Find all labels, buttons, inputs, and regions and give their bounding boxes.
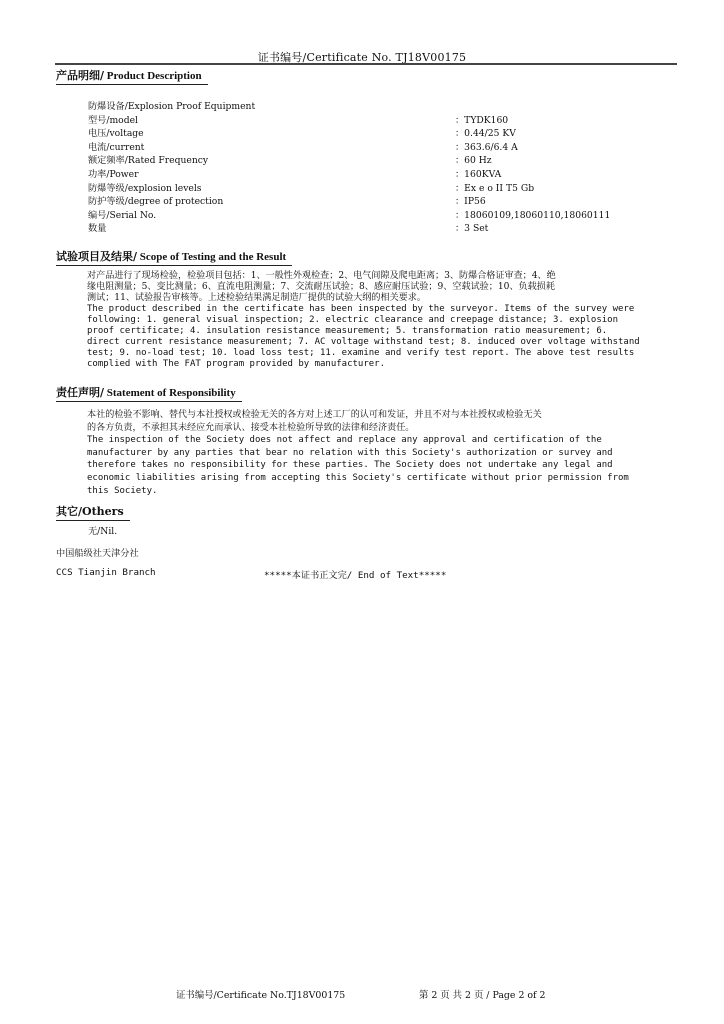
scope-title-zh: 试验项目及结果/ bbox=[56, 250, 138, 263]
product-description-title-en: Product Description bbox=[104, 70, 202, 82]
responsibility-text-en-line: this Society. bbox=[87, 485, 158, 496]
spec-label: 功率/Power bbox=[88, 168, 139, 180]
spec-label: 电压/voltage bbox=[88, 128, 144, 140]
responsibility-text-en-line: The inspection of the Society does not affect and replace any approval and certification of the bbox=[87, 435, 602, 446]
spec-row-current bbox=[88, 141, 668, 155]
spec-value: ：60 Hz bbox=[455, 155, 492, 167]
spec-row-voltage bbox=[88, 127, 668, 141]
scope-text-en-line: complied with The FAT program provided by manufacturer. bbox=[87, 359, 386, 369]
responsibility-text-en-line: manufacturer by any parties that bear no relation with this Society's authorization or survey and bbox=[87, 447, 613, 458]
branch-name-en: CCS Tianjin Branch bbox=[56, 567, 156, 578]
spec-value: ：Ex e o II T5 Gb bbox=[455, 182, 535, 194]
responsibility-title-en: Statement of Responsibility bbox=[104, 387, 236, 399]
spec-row-serial bbox=[88, 209, 668, 223]
scope-title bbox=[56, 248, 292, 266]
product-spec-list bbox=[88, 100, 668, 236]
product-description-title-zh: 产品明细/ bbox=[56, 69, 105, 82]
scope-text-en-line: direct current resistance measurement; 7. AC voltage withstand test; 8. induced over voltage withstand bbox=[87, 337, 640, 347]
spec-label: 防爆等级/explosion levels bbox=[88, 182, 202, 194]
others-title bbox=[56, 503, 130, 521]
responsibility-paragraph bbox=[87, 409, 647, 497]
product-description-title bbox=[56, 67, 208, 85]
certificate-number-header: 证书编号/Certificate No. TJ18V00175 bbox=[257, 51, 467, 64]
others-nil: 无/Nil. bbox=[88, 526, 118, 537]
spec-label: 数量 bbox=[88, 223, 107, 235]
end-of-text-marker: *****本证书正文完/ End of Text***** bbox=[264, 570, 447, 581]
spec-row-frequency bbox=[88, 154, 668, 168]
scope-title-en: Scope of Testing and the Result bbox=[137, 251, 287, 263]
responsibility-text-en-line: therefore takes no responsibility for these parties. The Society does not undertake any legal and bbox=[87, 460, 613, 471]
others-title-text: 其它/Others bbox=[56, 505, 124, 518]
spec-value: ：3 Set bbox=[455, 223, 489, 235]
spec-value: ：160KVA bbox=[455, 168, 502, 180]
spec-value: ：IP56 bbox=[455, 196, 486, 208]
scope-text-en-line: proof certificate; 4. insulation resistance measurement; 5. transformation ratio measurement; 6. bbox=[87, 326, 608, 336]
spec-label: 编号/Serial No. bbox=[88, 209, 157, 221]
spec-value: ：0.44/25 KV bbox=[455, 128, 516, 140]
scope-text-en-line: The product described in the certificate has been inspected by the surveyor. Items of the survey were bbox=[87, 304, 635, 314]
spec-row-equipment bbox=[88, 100, 668, 114]
spec-row-power bbox=[88, 168, 668, 182]
spec-label: 额定频率/Rated Frequency bbox=[88, 155, 209, 167]
header-divider bbox=[55, 63, 677, 65]
spec-row-model bbox=[88, 114, 668, 128]
responsibility-text-zh-line: 本社的检验不影响、替代与本社授权或检验无关的各方对上述工厂的认可和发证，并且不对与本社授权或检验无关 bbox=[87, 410, 542, 420]
footer-page-number: 第 2 页 共 2 页 / Page 2 of 2 bbox=[419, 990, 546, 1001]
spec-label: 防爆设备/Explosion Proof Equipment bbox=[88, 101, 256, 112]
scope-text-en-line: test; 9. no-load test; 10. load loss test; 11. examine and verify test report. The above test results bbox=[87, 348, 635, 358]
responsibility-text-en-line: economic liabilities arising from accepting this Society's certificate without prior permission from bbox=[87, 472, 629, 483]
footer-certificate-number: 证书编号/Certificate No.TJ18V00175 bbox=[176, 990, 346, 1001]
scope-text-zh-line: 测试；11、试验报告审核等。上述检验结果满足制造厂提供的试验大纲的相关要求。 bbox=[87, 293, 426, 303]
spec-value: ：TYDK160 bbox=[455, 114, 509, 126]
spec-label: 防护等级/degree of protection bbox=[88, 196, 224, 208]
responsibility-title-zh: 责任声明/ bbox=[56, 386, 105, 399]
scope-text-zh-line: 缘电阻测量；5、变比测量；6、直流电阻测量；7、交流耐压试验；8、感应耐压试验；9、空载试验；10、负载损耗 bbox=[87, 282, 555, 292]
spec-row-quantity bbox=[88, 222, 668, 236]
spec-value: ：18060109,18060110,18060111 bbox=[455, 209, 611, 221]
spec-label: 型号/model bbox=[88, 114, 138, 126]
spec-row-explosion-levels bbox=[88, 182, 668, 196]
scope-text-zh-line: 对产品进行了现场检验，检验项目包括：1、一般性外观检查；2、电气间隙及爬电距离；3、防爆合格证审查；4、绝 bbox=[87, 271, 556, 281]
branch-name-zh: 中国船级社天津分社 bbox=[56, 548, 139, 559]
spec-label: 电流/current bbox=[88, 141, 145, 153]
spec-value: ：363.6/6.4 A bbox=[455, 141, 518, 153]
responsibility-title bbox=[56, 384, 242, 402]
scope-text-en-line: following: 1. general visual inspection; 2. electric clearance and creepage distance; 3. explosion bbox=[87, 315, 619, 325]
spec-row-protection bbox=[88, 195, 668, 209]
responsibility-text-zh-line: 的各方负责，不承担其未经应允而承认、接受本社检验所导致的法律和经济责任。 bbox=[87, 422, 415, 433]
scope-paragraph bbox=[87, 271, 647, 370]
